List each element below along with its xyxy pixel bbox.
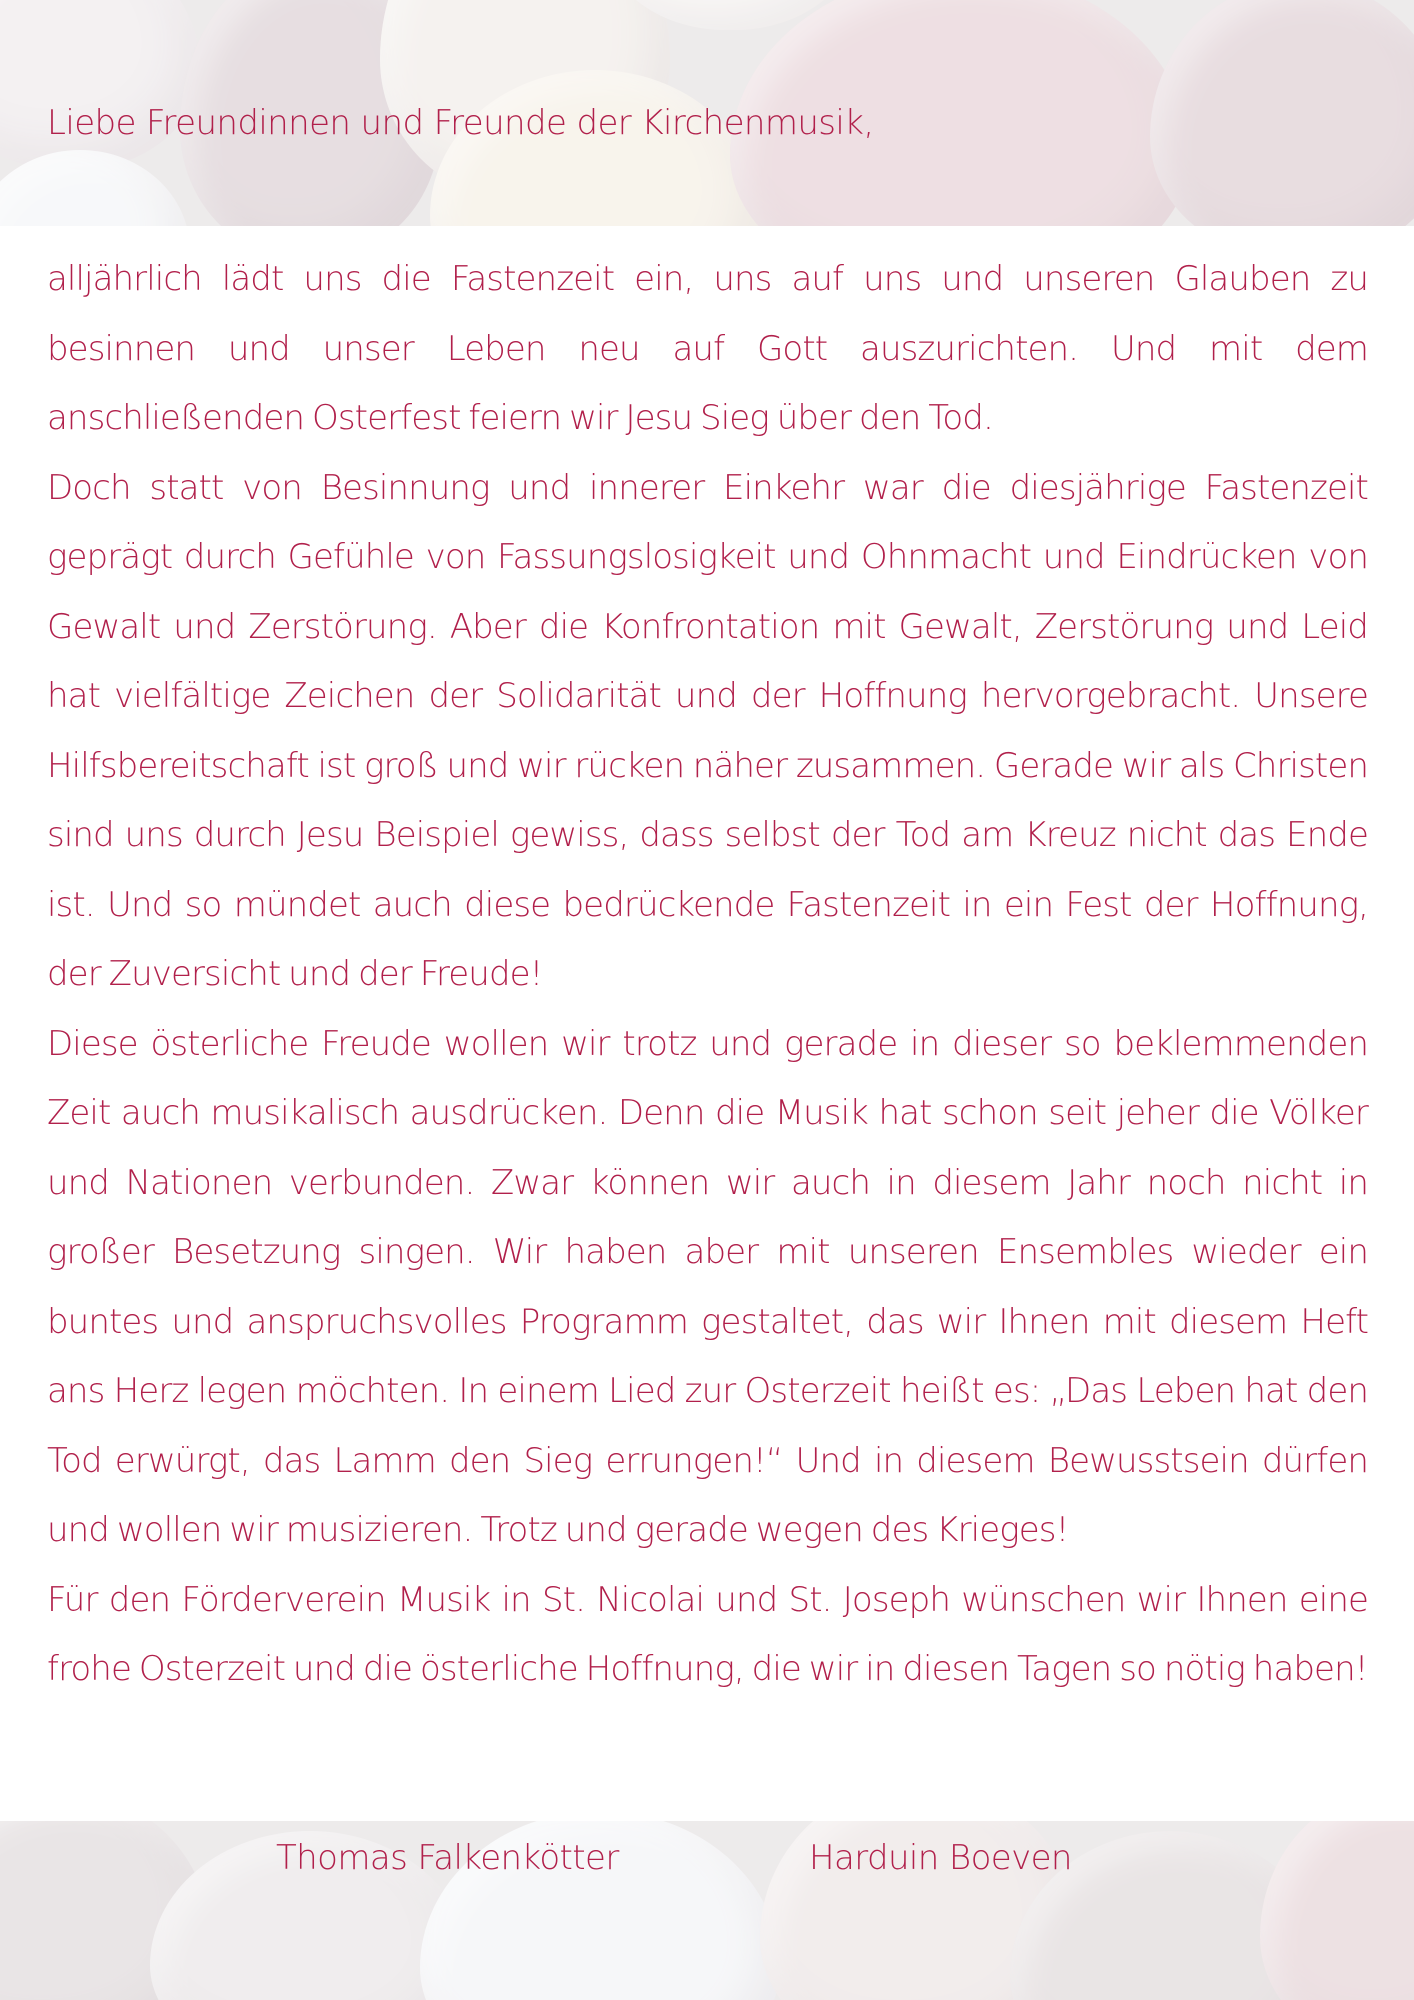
letter-body <box>47 245 1368 1705</box>
paragraph: Doch statt von Besinnung und innerer Einkehr war die diesjährige Fastenzeit geprägt durch Gefühle von Fassungslosigkeit und Ohnmacht und Eindrücken von Gewalt und Zerstörung. Aber die Konfrontation mit Gewalt, Zerstörung und Leid hat vielfältige Zeichen der Solidarität und der Hoffnung hervorgebracht. Unsere Hilfsbereitschaft ist groß und wir rücken näher zusammen. Gerade wir als Christen sind uns durch Jesu Beispiel gewiss, dass selbst der Tod am Kreuz nicht das Ende ist. Und so mündet auch diese bedrückende Fastenzeit in ein Fest der Hoffnung, der Zuversicht und der Freude! <box>47 467 1368 994</box>
signature-name: Thomas Falkenkötter <box>276 1838 619 1878</box>
paragraph: Für den Förderverein Musik in St. Nicolai und St. Joseph wünschen wir Ihnen eine frohe Osterzeit und die österliche Hoffnung, die wir in diesen Tagen so nötig haben! <box>47 1579 1368 1689</box>
paragraph: alljährlich lädt uns die Fastenzeit ein, uns auf uns und unseren Glauben zu besinnen und unser Leben neu auf Gott auszurichten. Und mit dem anschließenden Osterfest feiern wir Jesu Sieg über den Tod. <box>47 259 1368 438</box>
header-egg-background <box>0 0 1414 226</box>
signature-block <box>0 1838 1414 1898</box>
signature-name: Harduin Boeven <box>809 1838 1072 1878</box>
greeting: Liebe Freundinnen und Freunde der Kirchenmusik, <box>47 103 874 143</box>
paragraph: Diese österliche Freude wollen wir trotz und gerade in dieser so beklemmenden Zeit auch musikalisch ausdrücken. Denn die Musik hat schon seit jeher die Völker und Nationen verbunden. Zwar können wir auch in diesem Jahr noch nicht in großer Besetzung singen. Wir haben aber mit unseren Ensembles wieder ein buntes und anspruchsvolles Programm gestaltet, das wir Ihnen mit diesem Heft ans Herz legen möchten. In einem Lied zur Osterzeit heißt es: „Das Leben hat den Tod erwürgt, das Lamm den Sieg errungen!“ Und in diesem Bewusstsein dürfen und wollen wir musizieren. Trotz und gerade wegen des Krieges! <box>47 1023 1368 1550</box>
